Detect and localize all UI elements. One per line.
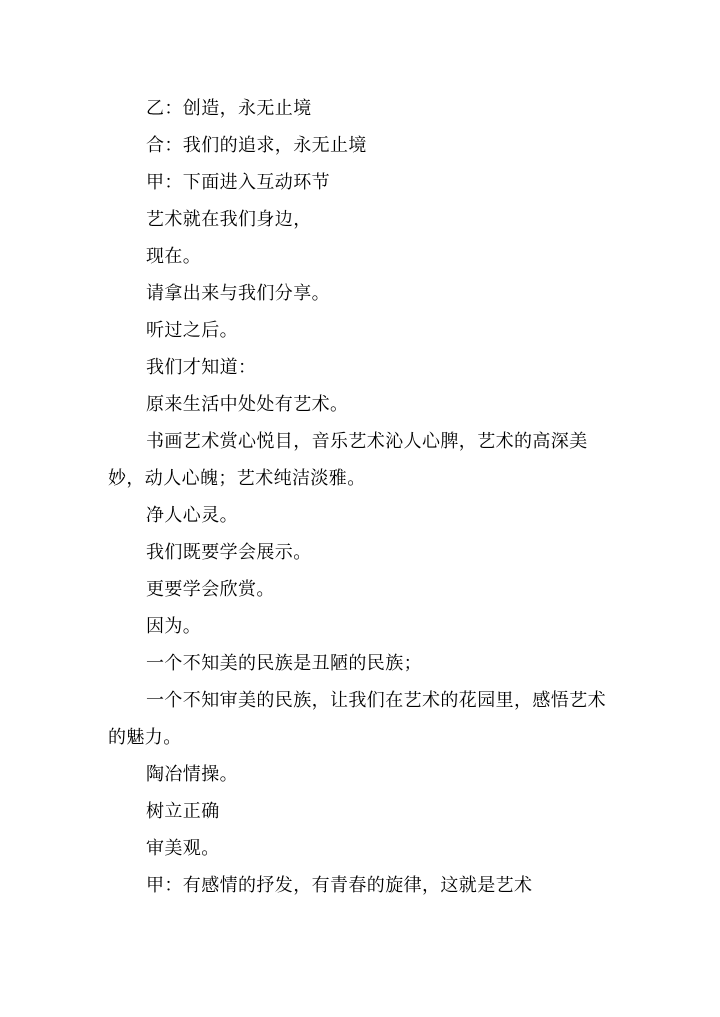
document-body (108, 90, 618, 904)
paragraph: 请拿出来与我们分享。 (146, 283, 330, 304)
paragraph: 一个不知审美的民族，让我们在艺术的花园里，感悟艺术的魅力。 (108, 690, 606, 748)
paragraph: 书画艺术赏心悦目，音乐艺术沁人心脾，艺术的高深美妙，动人心魄；艺术纯洁淡雅。 (108, 431, 588, 489)
paragraph: 我们才知道： (146, 357, 257, 378)
paragraph: 审美观。 (146, 838, 220, 859)
paragraph: 甲：有感情的抒发，有青春的旋律，这就是艺术 (146, 875, 533, 896)
paragraph: 现在。 (146, 246, 202, 267)
paragraph: 我们既要学会展示。 (146, 542, 312, 563)
paragraph: 甲：下面进入互动环节 (146, 172, 330, 193)
paragraph: 因为。 (146, 616, 202, 637)
paragraph: 更要学会欣赏。 (146, 579, 275, 600)
paragraph: 乙：创造，永无止境 (146, 98, 312, 119)
paragraph: 合：我们的追求，永无止境 (146, 135, 367, 156)
paragraph: 听过之后。 (146, 320, 238, 341)
paragraph: 一个不知美的民族是丑陋的民族； (146, 653, 422, 674)
paragraph: 树立正确 (146, 801, 220, 822)
paragraph: 陶冶情操。 (146, 764, 238, 785)
paragraph: 艺术就在我们身边， (146, 209, 312, 230)
paragraph: 净人心灵。 (146, 505, 238, 526)
paragraph: 原来生活中处处有艺术。 (146, 394, 349, 415)
